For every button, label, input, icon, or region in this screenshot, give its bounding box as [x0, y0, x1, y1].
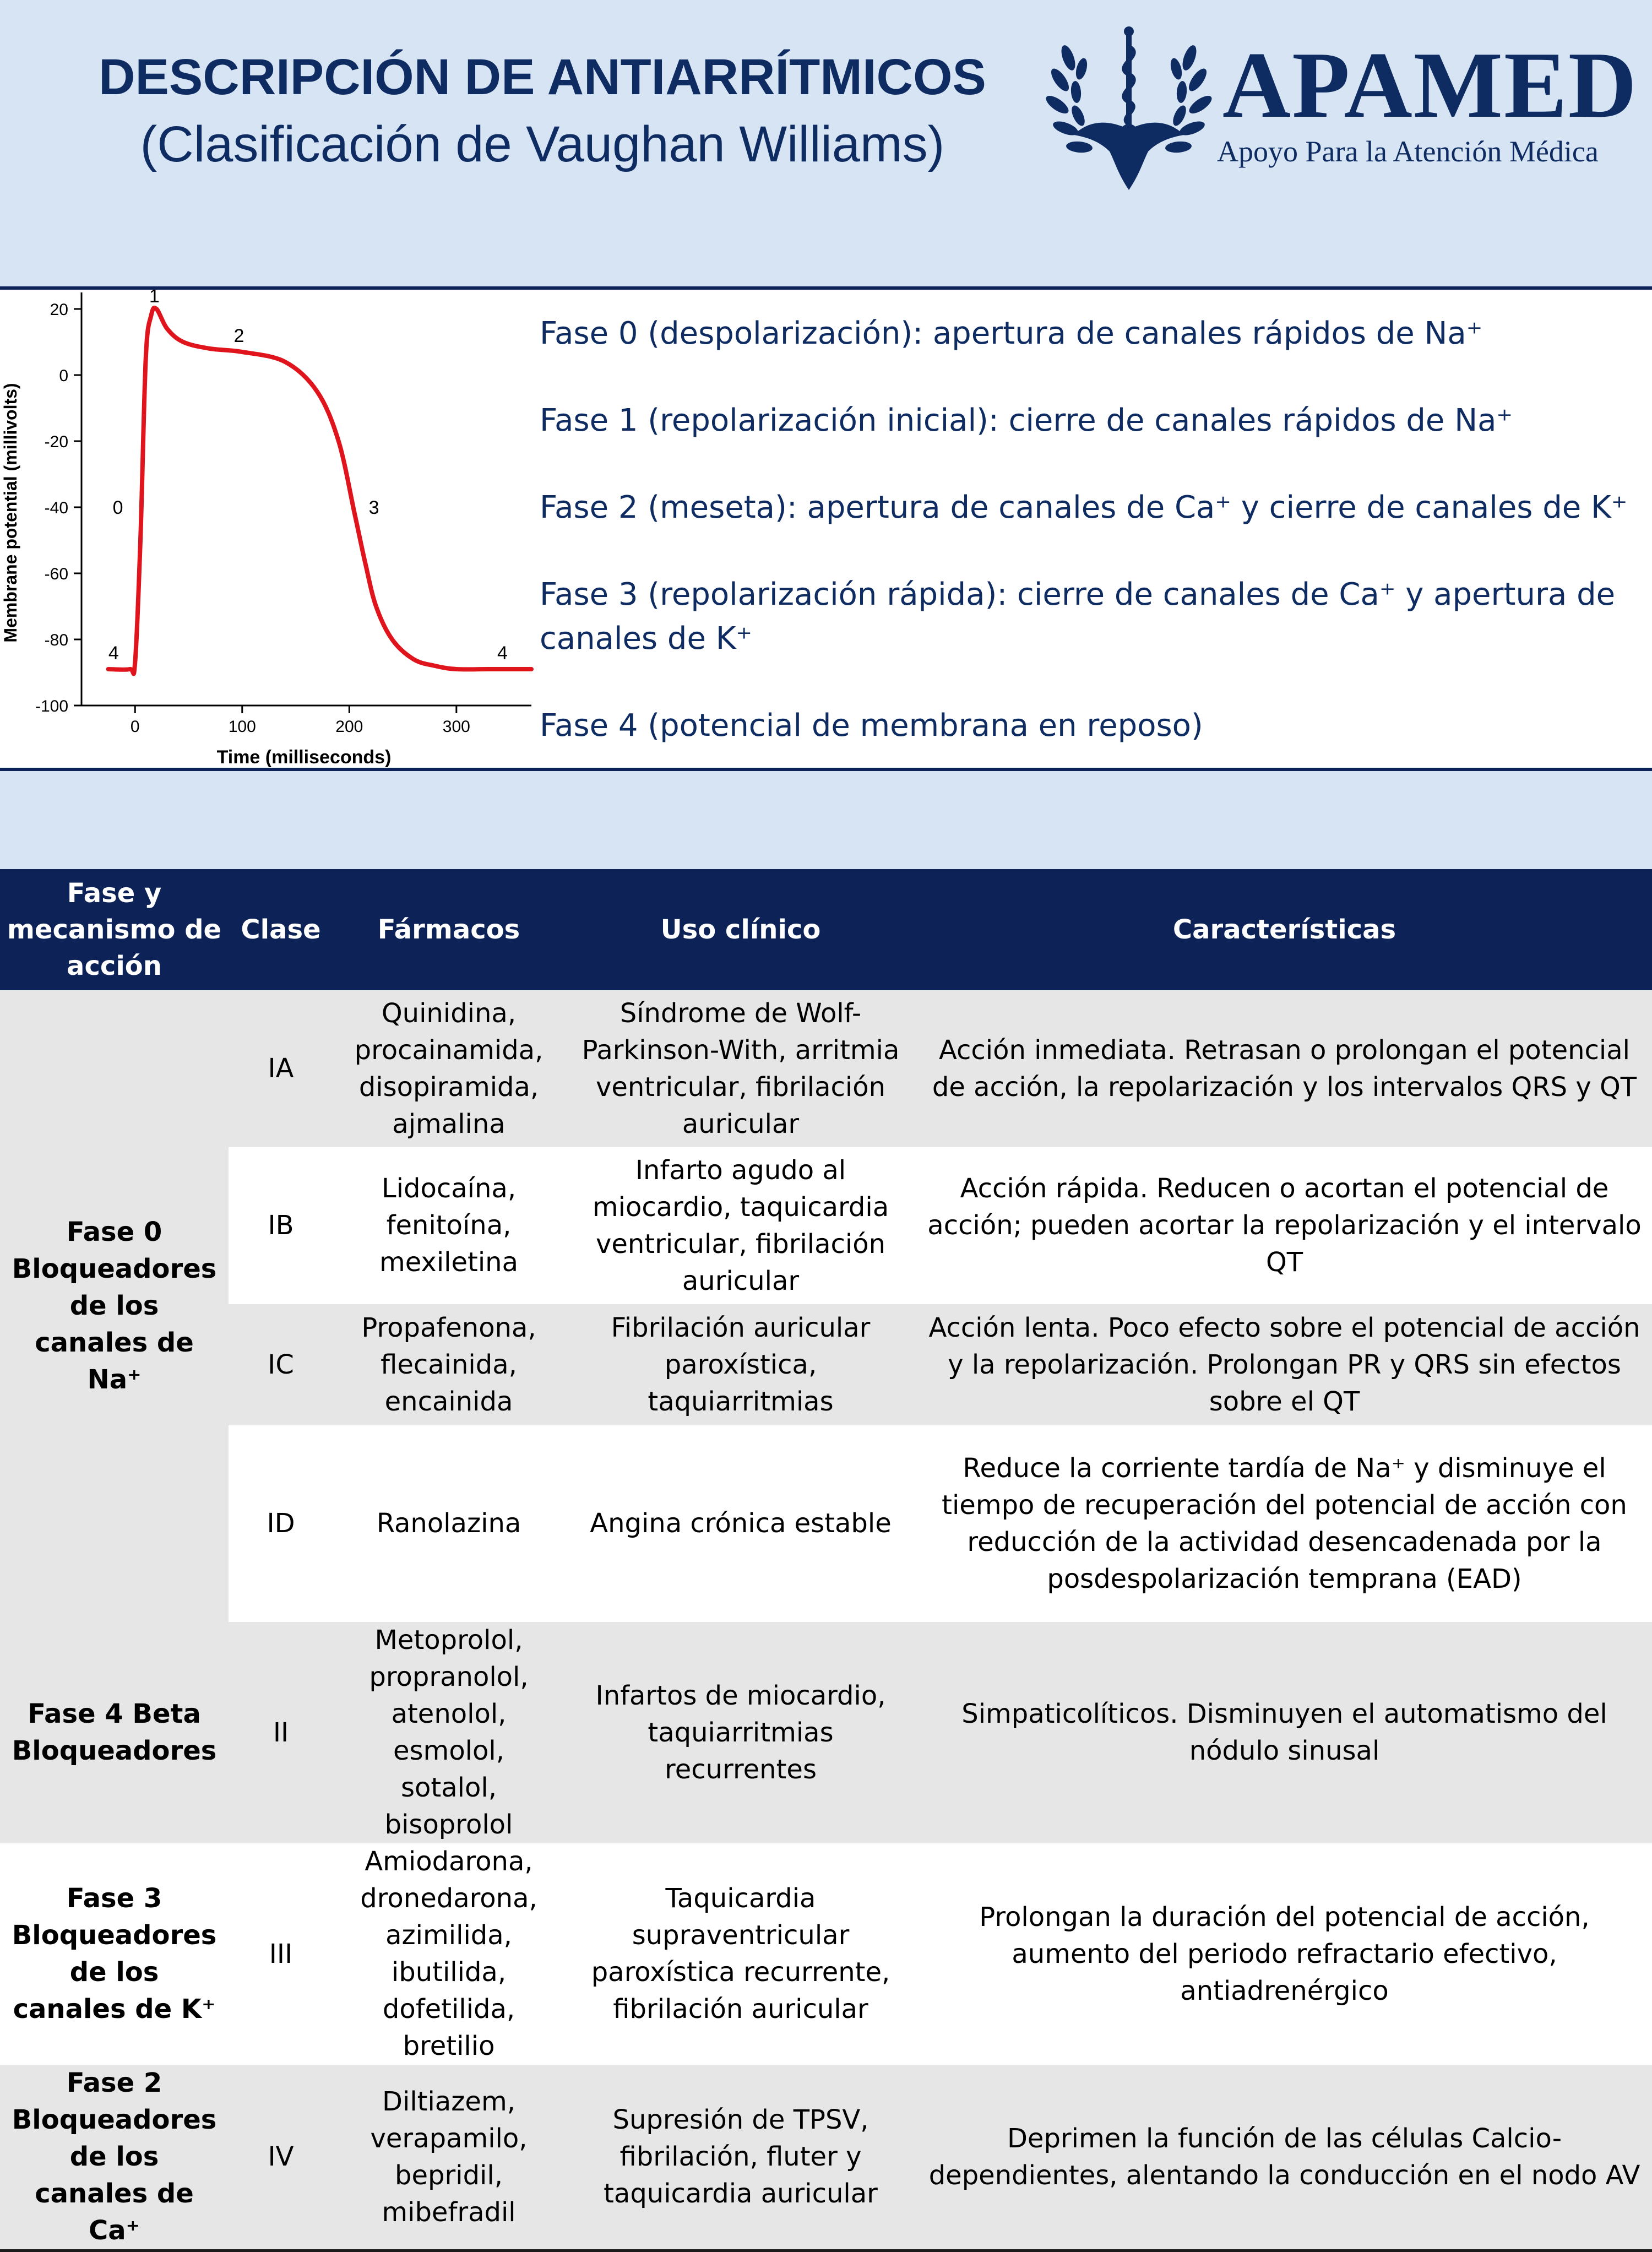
cell-uso: Fibrilación auricular paroxística, taquiarritmias	[564, 1304, 917, 1425]
x-tick-label: 100	[228, 718, 256, 736]
table-row	[0, 1843, 1652, 2065]
cell-uso: Supresión de TPSV, fibrilación, fluter y taquicardia auricular	[564, 2065, 917, 2251]
group-fase-0: Fase 0 Bloqueadores de los canales de Na⁺	[0, 990, 229, 1622]
phase-4-description: Fase 4 (potencial de membrana en reposo)	[540, 708, 1203, 744]
cell-uso: Infarto agudo al miocardio, taquicardia ventricular, fibrilación auricular	[564, 1147, 917, 1304]
phase-1-description: Fase 1 (repolarización inicial): cierre de canales rápidos de Na⁺	[540, 403, 1513, 438]
cell-caracteristicas: Acción rápida. Reducen o acortan el potencial de acción; pueden acortar la repolarización y el intervalo QT	[917, 1147, 1652, 1304]
cell-clase: IC	[229, 1304, 333, 1425]
table-row	[0, 2065, 1652, 2251]
table-row	[0, 990, 1652, 1147]
y-tick-label: -100	[35, 697, 68, 715]
y-tick-label: -20	[44, 433, 68, 451]
phase-3-description: Fase 3 (repolarización rápida): cierre de canales de Ca⁺ y apertura de canales de K⁺	[540, 577, 1616, 656]
action-potential-panel	[0, 286, 1652, 771]
cell-farmacos: Diltiazem, verapamilo, bepridil, mibefradil	[333, 2065, 564, 2251]
antiarrhythmics-table	[0, 869, 1652, 2252]
action-potential-chart	[0, 290, 540, 768]
cell-uso: Infartos de miocardio, taquiarritmias recurrentes	[564, 1622, 917, 1843]
y-tick-label: -40	[44, 499, 68, 517]
phase-marker-label: 4	[108, 643, 119, 664]
cell-uso: Taquicardia supraventricular paroxística recurrente, fibrilación auricular	[564, 1843, 917, 2065]
y-tick-label: 0	[59, 367, 68, 385]
phase-2-description: Fase 2 (meseta): apertura de canales de Ca⁺ y cierre de canales de K⁺	[540, 490, 1628, 525]
header-caracteristicas: Características	[917, 869, 1652, 990]
cell-clase: II	[229, 1622, 333, 1843]
phase-marker-label: 3	[368, 497, 379, 518]
table-row	[0, 1622, 1652, 1843]
cell-caracteristicas: Acción lenta. Poco efecto sobre el potencial de acción y la repolarización. Prolongan PR y QRS sin efectos sobre el QT	[917, 1304, 1652, 1425]
cell-clase: IB	[229, 1147, 333, 1304]
header-uso-clinico: Uso clínico	[564, 869, 917, 990]
cell-clase: III	[229, 1843, 333, 2065]
group-fase-3: Fase 3 Bloqueadores de los canales de K⁺	[0, 1843, 229, 2065]
logo-tagline: Apoyo Para la Atención Médica	[1217, 135, 1599, 168]
group-fase-2: Fase 2 Bloqueadores de los canales de Ca⁺	[0, 2065, 229, 2251]
table-header-row	[0, 869, 1652, 990]
apamed-logo	[1035, 25, 1638, 196]
cell-farmacos: Amiodarona, dronedarona, azimilida, ibutilida, dofetilida, bretilio	[333, 1843, 564, 2065]
cell-farmacos: Quinidina, procainamida, disopiramida, ajmalina	[333, 990, 564, 1147]
table-row	[0, 1304, 1652, 1425]
cell-caracteristicas: Simpaticolíticos. Disminuyen el automatismo del nódulo sinusal	[917, 1622, 1652, 1843]
x-axis-label: Time (milliseconds)	[216, 747, 392, 768]
cell-farmacos: Lidocaína, fenitoína, mexiletina	[333, 1147, 564, 1304]
eagle-laurel-staff-icon	[1035, 25, 1222, 196]
page-title: DESCRIPCIÓN DE ANTIARRÍTMICOS	[99, 49, 986, 105]
phase-marker-label: 0	[112, 497, 123, 518]
cell-uso: Angina crónica estable	[564, 1425, 917, 1622]
header-fase: Fase y mecanismo de acción	[0, 869, 229, 990]
group-fase-4: Fase 4 Beta Bloqueadores	[0, 1622, 229, 1843]
y-tick-label: -60	[44, 565, 68, 583]
phase-marker-label: 4	[497, 643, 508, 664]
cell-clase: IV	[229, 2065, 333, 2251]
cell-clase: IA	[229, 990, 333, 1147]
phase-marker-label: 2	[233, 325, 244, 346]
header-farmacos: Fármacos	[333, 869, 564, 990]
action-potential-curve	[108, 308, 531, 674]
cell-farmacos: Propafenona, flecainida, encainida	[333, 1304, 564, 1425]
page-subtitle: (Clasificación de Vaughan Williams)	[140, 116, 945, 172]
x-tick-label: 300	[442, 718, 470, 736]
header-clase: Clase	[229, 869, 333, 990]
cell-caracteristicas: Acción inmediata. Retrasan o prolongan el potencial de acción, la repolarización y los intervalos QRS y QT	[917, 990, 1652, 1147]
cell-farmacos: Ranolazina	[333, 1425, 564, 1622]
y-tick-label: 20	[50, 301, 68, 319]
phase-marker-label: 1	[149, 290, 160, 307]
cell-uso: Síndrome de Wolf-Parkinson-With, arritmia ventricular, fibrilación auricular	[564, 990, 917, 1147]
table-row	[0, 1147, 1652, 1304]
cell-clase: ID	[229, 1425, 333, 1622]
x-tick-label: 0	[130, 718, 140, 736]
cell-farmacos: Metoprolol, propranolol, atenolol, esmolol, sotalol, bisoprolol	[333, 1622, 564, 1843]
y-axis-label: Membrane potential (millivolts)	[1, 383, 20, 643]
x-tick-label: 200	[335, 718, 363, 736]
phase-0-description: Fase 0 (despolarización): apertura de canales rápidos de Na⁺	[540, 316, 1483, 351]
table-row	[0, 1425, 1652, 1622]
y-tick-label: -80	[44, 631, 68, 649]
cell-caracteristicas: Deprimen la función de las células Calcio-dependientes, alentando la conducción en el nodo AV	[917, 2065, 1652, 2251]
header	[0, 44, 1085, 177]
cell-caracteristicas: Prolongan la duración del potencial de acción, aumento del periodo refractario efectivo, antiadrenérgico	[917, 1843, 1652, 2065]
cell-caracteristicas: Reduce la corriente tardía de Na⁺ y disminuye el tiempo de recuperación del potencial de acción con reducción de la actividad desencadenada por la posdespolarización temprana (EAD)	[917, 1425, 1652, 1622]
logo-wordmark: APAMED	[1222, 33, 1638, 138]
